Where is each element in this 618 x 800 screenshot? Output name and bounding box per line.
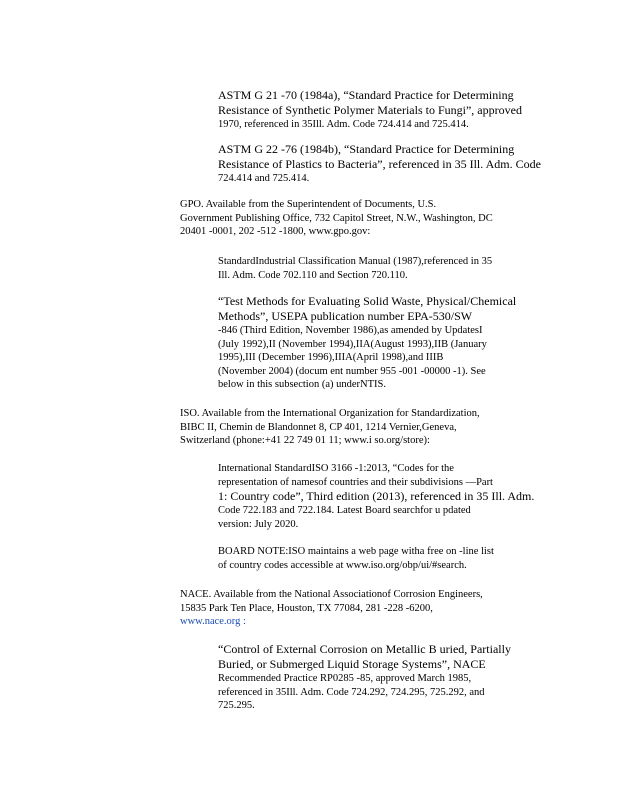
reference-sic-manual xyxy=(218,255,540,282)
text-line: ISO. Available from the International Organization for Standardization, xyxy=(180,408,480,419)
text-line: 15835 Park Ten Place, Houston, TX 77084, 281 -228 -6200, xyxy=(180,602,433,614)
source-gpo xyxy=(180,198,540,239)
text-line: BOARD NOTE:ISO maintains a web page witha free on -line list xyxy=(218,546,494,557)
text-line: representation of namesof countries and their subdivisions —Part xyxy=(218,476,493,488)
source-nace xyxy=(180,588,540,629)
text-line: 724.414 and 725.414. xyxy=(218,173,310,184)
text-line: 725.295. xyxy=(218,700,255,711)
reference-astm-g22 xyxy=(218,142,541,186)
text-line: Recommended Practice RP0285 -85, approved March 1985, xyxy=(218,673,472,684)
text-line: -846 (Third Edition, November 1986),as amended by UpdatesI xyxy=(218,325,483,336)
text-line: NACE. Available from the National Associationof Corrosion Engineers, xyxy=(180,589,483,600)
text-line: “Test Methods for Evaluating Solid Waste, Physical/Chemical xyxy=(218,294,517,308)
text-line: referenced in 35Ill. Adm. Code 724.292, 724.295, 725.292, and xyxy=(218,686,485,698)
reference-test-methods xyxy=(218,294,540,392)
text-line: ASTM G 22 -76 (1984b), “Standard Practice for Determining xyxy=(218,142,515,156)
text-line: “Control of External Corrosion on Metallic B uried, Partially xyxy=(218,642,511,656)
text-line: StandardIndustrial Classification Manual (1987),referenced in 35 xyxy=(218,256,493,267)
text-line: (November 2004) (docum ent number 955 -001 -00000 -1). See xyxy=(218,365,486,377)
text-line: Resistance of Synthetic Polymer Materials to Fungi”, approved xyxy=(218,103,522,117)
text-line: Resistance of Plastics to Bacteria”, referenced in 35 Ill. Adm. Code xyxy=(218,157,541,171)
text-line: International StandardISO 3166 -1:2013, “Codes for the xyxy=(218,463,454,474)
text-line: (July 1992),II (November 1994),IIA(August 1993),IIB (January xyxy=(218,338,487,350)
text-line: below in this subsection (a) underNTIS. xyxy=(218,379,386,390)
text-line: GPO. Available from the Superintendent of Documents, U.S. xyxy=(180,199,437,210)
nace-website-link[interactable]: www.nace.org : xyxy=(180,616,246,627)
text-line: version: July 2020. xyxy=(218,518,299,530)
reference-nace-rp0285 xyxy=(218,642,540,713)
text-line: Switzerland (phone:+41 22 749 01 11; www.i so.org/store): xyxy=(180,435,430,446)
text-line: 1: Country code”, Third edition (2013), referenced in 35 Ill. Adm. xyxy=(218,489,535,503)
text-line: 20401 -0001, 202 -512 -1800, www.gpo.gov: xyxy=(180,226,371,237)
board-note xyxy=(218,545,540,572)
text-line: Buried, or Submerged Liquid Storage Systems”, NACE xyxy=(218,657,486,671)
text-line: Government Publishing Office, 732 Capitol Street, N.W., Washington, DC xyxy=(180,212,493,224)
text-line: Code 722.183 and 722.184. Latest Board searchfor u pdated xyxy=(218,505,471,516)
text-line: 1970, referenced in 35Ill. Adm. Code 724.414 and 725.414. xyxy=(218,119,469,130)
reference-astm-g21 xyxy=(218,88,522,132)
text-line: ASTM G 21 -70 (1984a), “Standard Practice for Determining xyxy=(218,88,514,102)
text-line: of country codes accessible at www.iso.org/obp/ui/#search. xyxy=(218,559,467,571)
source-iso xyxy=(180,407,540,448)
text-line: BIBC II, Chemin de Blandonnet 8, CP 401, 1214 Vernier,Geneva, xyxy=(180,421,457,433)
reference-iso-3166 xyxy=(218,462,540,531)
text-line: 1995),III (December 1996),IIIA(April 1998),and IIIB xyxy=(218,352,444,363)
text-line: Methods”, USEPA publication number EPA-530/SW xyxy=(218,309,473,323)
text-line: Ill. Adm. Code 702.110 and Section 720.110. xyxy=(218,269,408,281)
